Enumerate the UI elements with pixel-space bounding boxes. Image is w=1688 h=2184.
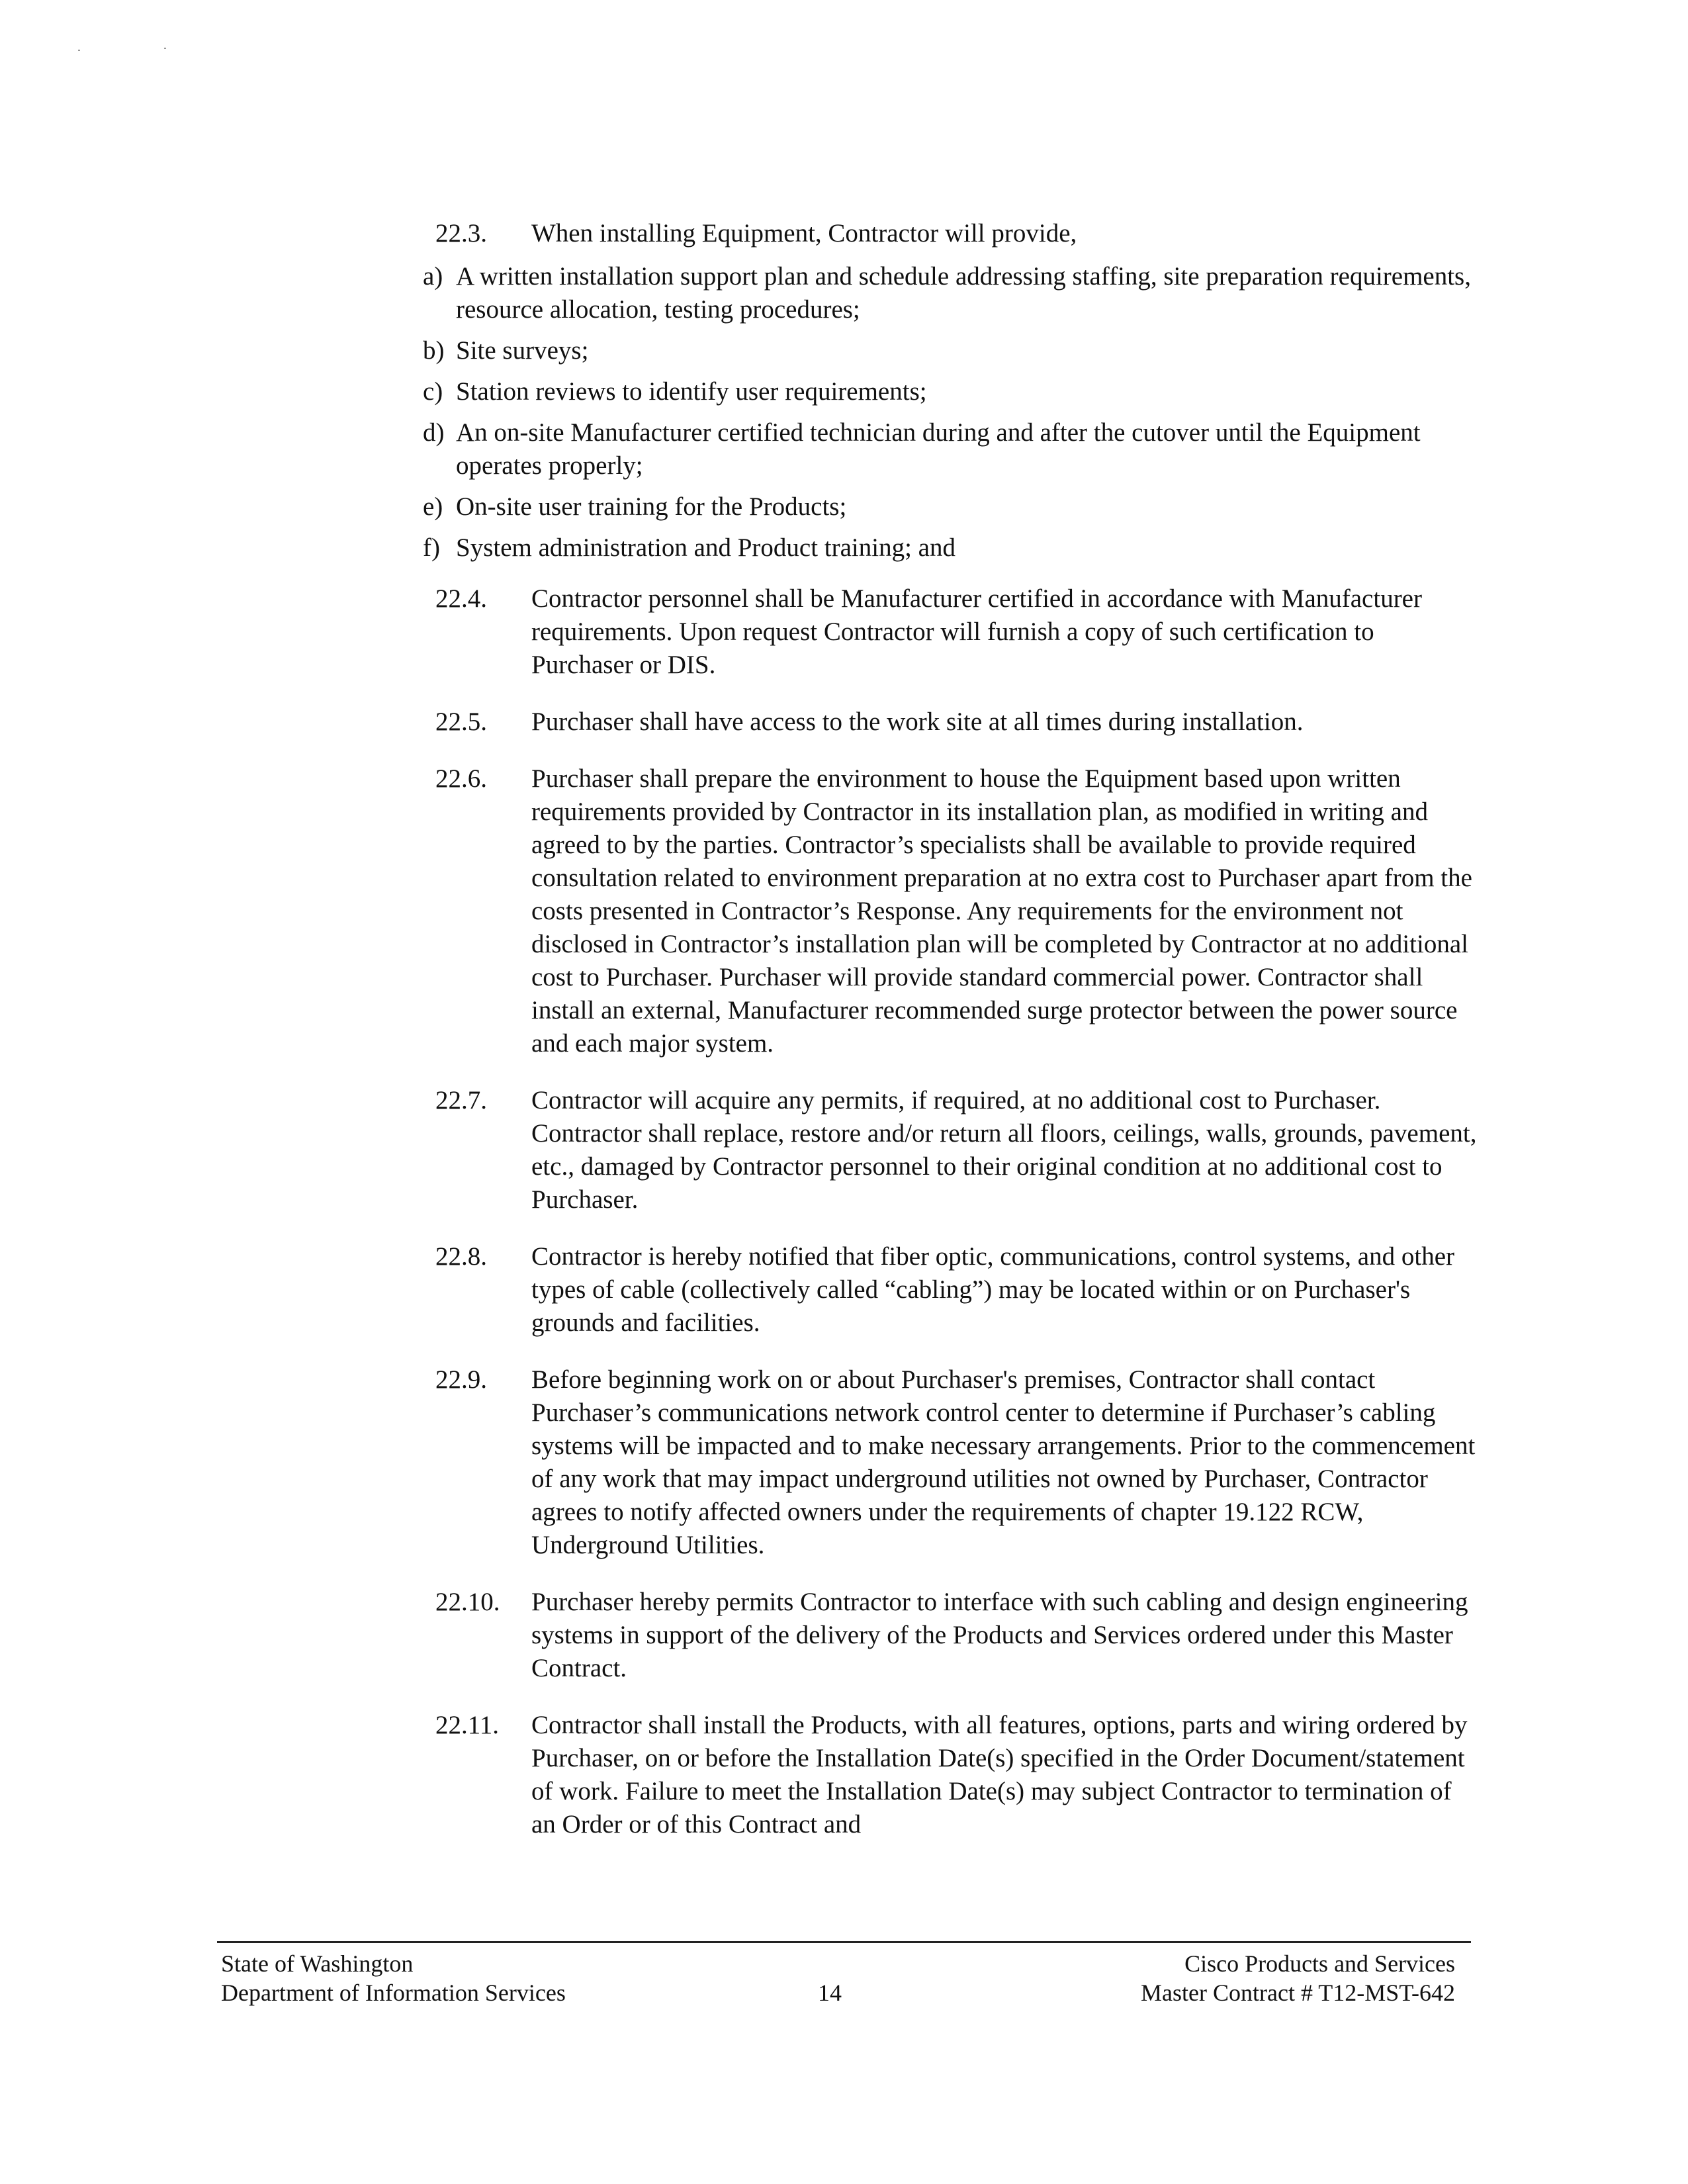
section-text: Purchaser hereby permits Contractor to interface with such cabling and design engineering systems in support of the delivery of the Products and Services ordered under this Master Contract. <box>531 1588 1468 1682</box>
section-number: 22.7. <box>435 1086 487 1115</box>
section-text: Contractor shall install the Products, with all features, options, parts and wiring ordered by Purchaser, on or before the Installation Date(s) specified in the Order Document/statement of work. Failure to meet the Installation Date(s) may subject Contractor to termination of an Order or of this Contract and <box>531 1711 1468 1839</box>
section-text: When installing Equipment, Contractor will provide, <box>531 219 1077 248</box>
section-22-6 <box>435 762 1481 1060</box>
scan-speck <box>78 50 80 51</box>
section-text: Contractor personnel shall be Manufacturer certified in accordance with Manufacturer requirements. Upon request Contractor will furnish a copy of such certification to Purchaser or DIS. <box>531 584 1422 679</box>
section-text: Contractor is hereby notified that fiber optic, communications, control systems, and other types of cable (collectively called “cabling”) may be located within or on Purchaser's grounds and facilities. <box>531 1242 1454 1337</box>
section-text: Before beginning work on or about Purchaser's premises, Contractor shall contact Purchaser’s communications network control center to determine if Purchaser’s cabling systems will be impacted and to make necessary arrangements. Prior to the commencement of any work that may impact underground utilities not owned by Purchaser, Contractor agrees to notify affected owners under the requirements of chapter 19.122 RCW, Underground Utilities. <box>531 1365 1476 1559</box>
section-22-3 <box>435 217 1481 250</box>
section-22-9 <box>435 1363 1481 1562</box>
scan-speck <box>164 48 166 49</box>
section-22-5 <box>435 705 1481 739</box>
list-marker: f) <box>423 533 440 562</box>
section-number: 22.5. <box>435 707 487 736</box>
list-item <box>423 260 1482 326</box>
list-item-text: A written installation support plan and schedule addressing staffing, site preparation requirements, resource allocation, testing procedures; <box>456 262 1471 324</box>
section-22-8 <box>435 1240 1481 1340</box>
section-number: 22.9. <box>435 1365 487 1394</box>
section-number: 22.3. <box>435 219 487 248</box>
section-number: 22.4. <box>435 584 487 613</box>
footer-department: Department of Information Services <box>221 1979 566 2006</box>
section-text: Purchaser shall prepare the environment to house the Equipment based upon written requirements provided by Contractor in its installation plan, as modified in writing and agreed to by the parties. Contractor’s specialists shall be available to provide required consultation related to environment preparation at no extra cost to Purchaser apart from the costs presented in Contractor’s Response. Any requirements for the environment not disclosed in Contractor’s installation plan will be completed by Contractor at no additional cost to Purchaser. Purchaser will provide standard commercial power. Contractor shall install an external, Manufacturer recommended surge protector between the power source and each major system. <box>531 764 1472 1058</box>
list-item-text: System administration and Product training; and <box>456 533 955 562</box>
list-marker: c) <box>423 377 443 406</box>
installation-provisions-list <box>423 260 1482 572</box>
list-item <box>423 375 1482 408</box>
section-22-10 <box>435 1586 1481 1685</box>
section-number: 22.8. <box>435 1242 487 1271</box>
footer-product: Cisco Products and Services <box>1184 1950 1455 1977</box>
section-number: 22.10. <box>435 1588 500 1616</box>
footer-right <box>1141 1949 1455 2007</box>
contract-sections <box>435 582 1481 1865</box>
list-item-text: On-site user training for the Products; <box>456 492 847 521</box>
list-item-text: Station reviews to identify user requirements; <box>456 377 927 406</box>
list-item <box>423 416 1482 482</box>
footer-contract-number: Master Contract # T12-MST-642 <box>1141 1979 1455 2006</box>
list-item <box>423 531 1482 565</box>
list-item-text: Site surveys; <box>456 336 589 365</box>
section-text: Purchaser shall have access to the work site at all times during installation. <box>531 707 1304 736</box>
footer-left <box>221 1949 566 2007</box>
list-marker: d) <box>423 418 445 447</box>
page-number: 14 <box>818 1979 842 2006</box>
list-item <box>423 334 1482 367</box>
list-item <box>423 490 1482 523</box>
section-22-4 <box>435 582 1481 682</box>
section-22-11 <box>435 1709 1481 1841</box>
footer-divider <box>217 1941 1471 1943</box>
section-text: Contractor will acquire any permits, if required, at no additional cost to Purchaser. Contractor shall replace, restore and/or return all floors, ceilings, walls, grounds, pavement, etc., damaged by Contractor personnel to their original condition at no additional cost to Purchaser. <box>531 1086 1477 1214</box>
footer-state: State of Washington <box>221 1950 414 1977</box>
list-marker: b) <box>423 336 445 365</box>
list-marker: e) <box>423 492 443 521</box>
list-item-text: An on-site Manufacturer certified technician during and after the cutover until the Equipment operates properly; <box>456 418 1421 480</box>
section-number: 22.6. <box>435 764 487 793</box>
section-number: 22.11. <box>435 1711 500 1739</box>
list-marker: a) <box>423 262 443 291</box>
section-22-7 <box>435 1084 1481 1216</box>
